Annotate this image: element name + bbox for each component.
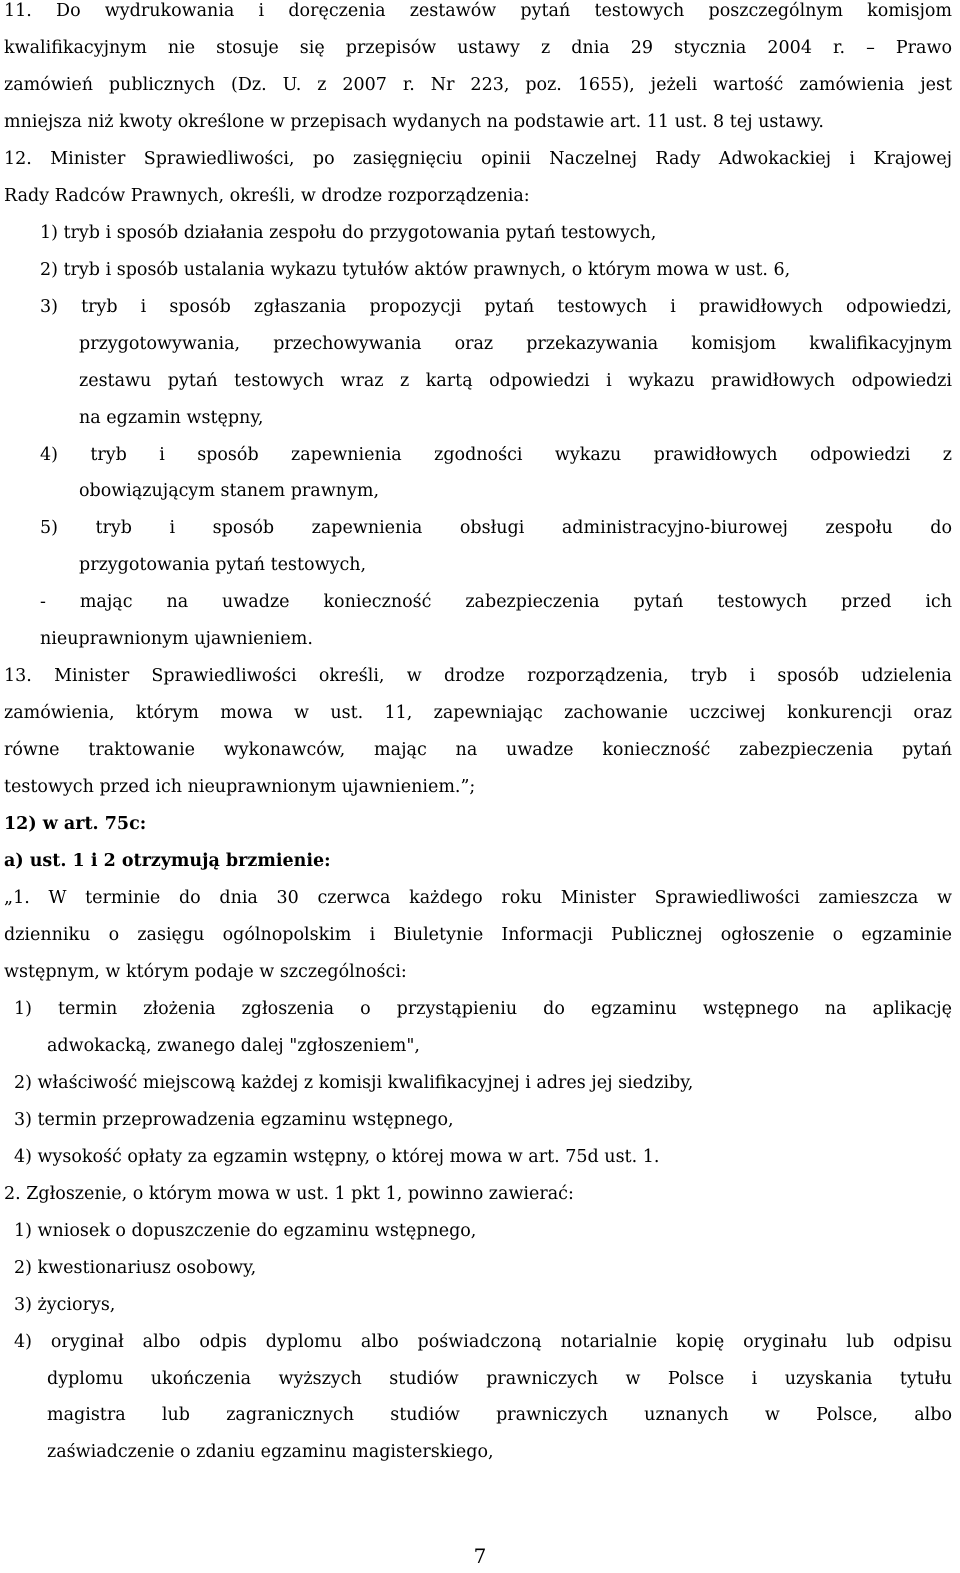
- text-line: 2) tryb i sposób ustalania wykazu tytułów aktów prawnych, o którym mowa w ust. 6,: [40, 259, 791, 280]
- text-line: Rady Radców Prawnych, określi, w drodze rozporządzenia:: [4, 185, 530, 206]
- text-line: 4) tryb i sposób zapewnienia zgodności wykazu prawidłowych odpowiedzi z: [40, 444, 952, 465]
- text-line: „1. W terminie do dnia 30 czerwca każdego roku Minister Sprawiedliwości zamieszcza w: [4, 888, 952, 909]
- text-line: zestawu pytań testowych wraz z kartą odpowiedzi i wykazu prawidłowych odpowiedzi: [79, 370, 952, 391]
- text-line: 1) tryb i sposób działania zespołu do przygotowania pytań testowych,: [40, 222, 657, 243]
- text-line: adwokacką, zwanego dalej "zgłoszeniem",: [47, 1035, 420, 1056]
- text-line: zaświadczenie o zdaniu egzaminu magisterskiego,: [47, 1442, 494, 1463]
- text-line: 12. Minister Sprawiedliwości, po zasięgnięciu opinii Naczelnej Rady Adwokackiej i Krajowej: [4, 148, 952, 169]
- text-line: testowych przed ich nieuprawnionym ujawnieniem.”;: [4, 777, 476, 798]
- text-line: równe traktowanie wykonawców, mając na uwadze konieczność zabezpieczenia pytań: [4, 740, 952, 761]
- text-line: na egzamin wstępny,: [79, 407, 264, 428]
- text-line: kwalifikacyjnym nie stosuje się przepisów ustawy z dnia 29 stycznia 2004 r. – Prawo: [4, 37, 952, 58]
- text-line: przygotowywania, przechowywania oraz przekazywania komisjom kwalifikacyjnym: [79, 333, 952, 354]
- text-line: wstępnym, w którym podaje w szczególności:: [4, 961, 407, 982]
- text-line: 3) życiorys,: [14, 1294, 116, 1315]
- text-line: 11. Do wydrukowania i doręczenia zestawów pytań testowych poszczególnym komisjom: [4, 1, 952, 21]
- text-line: 1) wniosek o dopuszczenie do egzaminu wstępnego,: [14, 1220, 477, 1241]
- text-line: obowiązującym stanem prawnym,: [79, 481, 380, 502]
- text-line: 4) wysokość opłaty za egzamin wstępny, o której mowa w art. 75d ust. 1.: [14, 1146, 660, 1167]
- text-line: 5) tryb i sposób zapewnienia obsługi administracyjno-biurowej zespołu do: [40, 518, 952, 539]
- text-line: 2) właściwość miejscową każdej z komisji kwalifikacyjnej i adres jej siedziby,: [14, 1072, 694, 1093]
- text-line: przygotowania pytań testowych,: [79, 555, 367, 576]
- text-line: zamówień publicznych (Dz. U. z 2007 r. Nr 223, poz. 1655), jeżeli wartość zamówienia jest: [4, 74, 952, 95]
- text-line: magistra lub zagranicznych studiów prawniczych uznanych w Polsce, albo: [47, 1405, 952, 1426]
- text-line: 2) kwestionariusz osobowy,: [14, 1257, 257, 1278]
- text-line: 3) termin przeprowadzenia egzaminu wstępnego,: [14, 1109, 454, 1130]
- text-line: 12) w art. 75c:: [4, 814, 147, 835]
- text-line: 1) termin złożenia zgłoszenia o przystąpieniu do egzaminu wstępnego na aplikację: [14, 998, 952, 1019]
- text-line: a) ust. 1 i 2 otrzymują brzmienie:: [4, 851, 331, 872]
- text-line: 4) oryginał albo odpis dyplomu albo poświadczoną notarialnie kopię oryginału lub odpisu: [14, 1331, 952, 1352]
- text-line: 13. Minister Sprawiedliwości określi, w drodze rozporządzenia, tryb i sposób udzielenia: [4, 666, 952, 687]
- text-line: nieuprawnionym ujawnieniem.: [40, 629, 313, 650]
- text-line: 3) tryb i sposób zgłaszania propozycji pytań testowych i prawidłowych odpowiedzi,: [40, 296, 952, 317]
- page-number: 7: [473, 1544, 487, 1568]
- text-line: 2. Zgłoszenie, o którym mowa w ust. 1 pkt 1, powinno zawierać:: [4, 1183, 574, 1204]
- text-line: mniejsza niż kwoty określone w przepisach wydanych na podstawie art. 11 ust. 8 tej ustawy.: [4, 111, 824, 132]
- text-line: - mając na uwadze konieczność zabezpieczenia pytań testowych przed ich: [40, 592, 952, 613]
- text-line: dyplomu ukończenia wyższych studiów prawniczych w Polsce i uzyskania tytułu: [47, 1368, 952, 1389]
- text-line: zamówienia, którym mowa w ust. 11, zapewniając zachowanie uczciwej konkurencji oraz: [4, 703, 952, 724]
- text-line: dzienniku o zasięgu ogólnopolskim i Biuletynie Informacji Publicznej ogłoszenie o egzaminie: [4, 925, 952, 945]
